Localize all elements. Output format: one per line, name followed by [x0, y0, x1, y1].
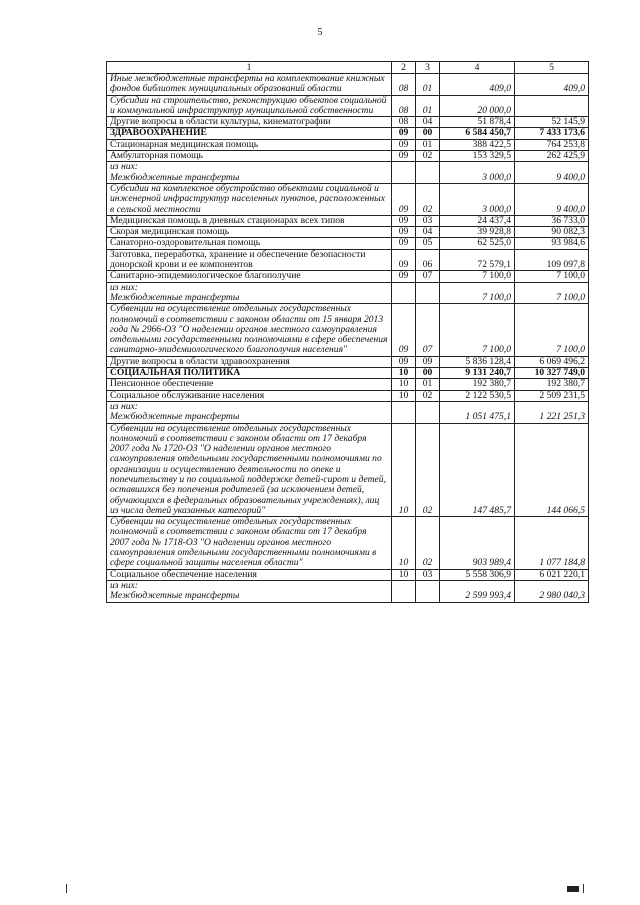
amount-column-5: 1 221 251,3: [515, 401, 589, 423]
amount-column-5: 262 425,9: [515, 151, 589, 162]
row-label: Стационарная медицинская помощь: [107, 139, 392, 150]
column-number-3: 3: [416, 62, 440, 74]
column-number-5: 5: [515, 62, 589, 74]
section-code: 08: [392, 74, 416, 96]
row-label: Субвенции на осуществление отдельных государственных полномочий в соответствии с законом области от 17 декабря 2007 года № 1720-ОЗ "О наделении органов местного самоуправления отдельными государственными полномочиями по организации и осуществлению деятельности по опеке и попечительству и по социальной поддержке детей-сирот и детей, оставшихся без попечения родителей (за исключением детей, обучающихся в федеральных образовательных учреждениях), лиц из числа детей указанных категорий": [107, 423, 392, 517]
row-label: Пенсионное обеспечение: [107, 379, 392, 390]
table-row: [107, 379, 589, 390]
column-number-2: 2: [392, 62, 416, 74]
amount-column-4: 147 485,7: [440, 423, 515, 517]
subsection-code: 01: [416, 74, 440, 96]
row-label: Субвенции на осуществление отдельных государственных полномочий в соответствии с законом области от 17 декабря 2007 года № 1718-ОЗ "О наделении органов местного самоуправления отдельными государственными полномочиями в сфере социальной защиты населения области": [107, 517, 392, 569]
row-label: из них: Межбюджетные трансферты: [107, 401, 392, 423]
amount-column-4: 388 422,5: [440, 139, 515, 150]
section-code: 09: [392, 304, 416, 356]
amount-column-4: 7 100,0: [440, 282, 515, 304]
subsection-code: 09: [416, 356, 440, 367]
amount-column-5: 93 984,6: [515, 238, 589, 249]
amount-column-4: 153 329,5: [440, 151, 515, 162]
row-label: ЗДРАВООХРАНЕНИЕ: [107, 128, 392, 139]
table-row: [107, 238, 589, 249]
amount-column-4: 903 989,4: [440, 517, 515, 569]
row-label: Другие вопросы в области здравоохранения: [107, 356, 392, 367]
amount-column-4: 7 100,0: [440, 271, 515, 282]
subsection-code: [416, 401, 440, 423]
amount-column-5: 144 066,5: [515, 423, 589, 517]
amount-column-4: 409,0: [440, 74, 515, 96]
subsection-code: 01: [416, 379, 440, 390]
table-row: [107, 227, 589, 238]
row-label: Социальное обслуживание населения: [107, 390, 392, 401]
amount-column-4: 3 000,0: [440, 162, 515, 184]
amount-column-5: 2 509 231,5: [515, 390, 589, 401]
page-number: 5: [317, 27, 323, 38]
row-label: Скорая медицинская помощь: [107, 227, 392, 238]
subsection-code: 01: [416, 95, 440, 117]
row-label: Субсидии на комплексное обустройство объектами социальной и инженерной инфраструктур населенных пунктов, расположенных в сельской местности: [107, 183, 392, 215]
table-row: [107, 128, 589, 139]
amount-column-4: 6 584 450,7: [440, 128, 515, 139]
amount-column-5: 192 380,7: [515, 379, 589, 390]
subsection-code: 02: [416, 517, 440, 569]
scan-edge-mark-right: [583, 884, 584, 893]
row-label: Медицинская помощь в дневных стационарах всех типов: [107, 215, 392, 226]
row-label: Субвенции на осуществление отдельных государственных полномочий в соответствии с законом области от 15 января 2013 года № 2966-ОЗ "О наделении органов местного самоуправления отдельными государственными полномочиями в сфере обеспечения санитарно-эпидемиологического благополучия населения": [107, 304, 392, 356]
amount-column-4: 2 599 993,4: [440, 580, 515, 602]
amount-column-4: 2 122 530,5: [440, 390, 515, 401]
section-code: 10: [392, 379, 416, 390]
subsection-code: 03: [416, 569, 440, 580]
amount-column-5: 7 100,0: [515, 304, 589, 356]
subsection-code: 07: [416, 271, 440, 282]
section-code: 09: [392, 215, 416, 226]
subsection-code: 00: [416, 368, 440, 379]
row-label: Социальное обеспечение населения: [107, 569, 392, 580]
row-label: Санитарно-эпидемиологическое благополучие: [107, 271, 392, 282]
column-number-4: 4: [440, 62, 515, 74]
amount-column-4: 5 558 306,9: [440, 569, 515, 580]
table-row: [107, 162, 589, 184]
amount-column-5: 409,0: [515, 74, 589, 96]
subsection-code: 02: [416, 151, 440, 162]
table-row: [107, 569, 589, 580]
amount-column-5: 6 069 496,2: [515, 356, 589, 367]
subsection-code: [416, 162, 440, 184]
section-code: 10: [392, 423, 416, 517]
amount-column-5: 2 980 040,3: [515, 580, 589, 602]
table-row: [107, 580, 589, 602]
section-code: 09: [392, 183, 416, 215]
table-row: [107, 401, 589, 423]
table-row: [107, 271, 589, 282]
subsection-code: 02: [416, 183, 440, 215]
amount-column-4: 7 100,0: [440, 304, 515, 356]
row-label: Другие вопросы в области культуры, кинематографии: [107, 117, 392, 128]
row-label: Иные межбюджетные трансферты на комплектование книжных фондов библиотек муниципальных образований области: [107, 74, 392, 96]
row-label: СОЦИАЛЬНАЯ ПОЛИТИКА: [107, 368, 392, 379]
row-label: Санаторно-оздоровительная помощь: [107, 238, 392, 249]
subsection-code: 02: [416, 423, 440, 517]
amount-column-5: 9 400,0: [515, 162, 589, 184]
row-label: из них: Межбюджетные трансферты: [107, 162, 392, 184]
scan-edge-mark-left: [66, 884, 67, 893]
row-label: Заготовка, переработка, хранение и обеспечение безопасности донорской крови и ее компонентов: [107, 249, 392, 271]
amount-column-4: 62 525,0: [440, 238, 515, 249]
table-row: [107, 139, 589, 150]
amount-column-5: 36 733,0: [515, 215, 589, 226]
section-code: [392, 282, 416, 304]
scan-barcode-mark: [567, 886, 579, 892]
subsection-code: 04: [416, 117, 440, 128]
table-row: [107, 517, 589, 569]
amount-column-5: 7 100,0: [515, 271, 589, 282]
amount-column-4: 20 000,0: [440, 95, 515, 117]
row-label: из них: Межбюджетные трансферты: [107, 580, 392, 602]
table-row: [107, 390, 589, 401]
amount-column-5: 52 145,9: [515, 117, 589, 128]
subsection-code: 05: [416, 238, 440, 249]
subsection-code: 01: [416, 139, 440, 150]
table-row: [107, 215, 589, 226]
section-code: 09: [392, 271, 416, 282]
amount-column-5: 764 253,8: [515, 139, 589, 150]
section-code: 08: [392, 95, 416, 117]
table-row: [107, 151, 589, 162]
amount-column-5: 6 021 220,1: [515, 569, 589, 580]
section-code: 09: [392, 151, 416, 162]
column-number-1: 1: [107, 62, 392, 74]
section-code: 09: [392, 128, 416, 139]
section-code: 09: [392, 238, 416, 249]
table-row: [107, 183, 589, 215]
amount-column-5: 90 082,3: [515, 227, 589, 238]
section-code: 09: [392, 356, 416, 367]
subsection-code: 06: [416, 249, 440, 271]
amount-column-5: 10 327 749,0: [515, 368, 589, 379]
amount-column-4: 9 131 240,7: [440, 368, 515, 379]
table-row: [107, 423, 589, 517]
subsection-code: 07: [416, 304, 440, 356]
table-row: [107, 74, 589, 96]
subsection-code: [416, 580, 440, 602]
subsection-code: 04: [416, 227, 440, 238]
section-code: 10: [392, 517, 416, 569]
section-code: [392, 580, 416, 602]
subsection-code: [416, 282, 440, 304]
amount-column-4: 5 836 128,4: [440, 356, 515, 367]
amount-column-4: 51 878,4: [440, 117, 515, 128]
table-row: [107, 356, 589, 367]
table-row: [107, 304, 589, 356]
table-row: [107, 249, 589, 271]
table-row: [107, 117, 589, 128]
table-row: [107, 282, 589, 304]
amount-column-4: 3 000,0: [440, 183, 515, 215]
subsection-code: 02: [416, 390, 440, 401]
budget-table: [106, 61, 589, 603]
section-code: 10: [392, 368, 416, 379]
amount-column-4: 72 579,1: [440, 249, 515, 271]
amount-column-4: 1 051 475,1: [440, 401, 515, 423]
amount-column-5: 1 077 184,8: [515, 517, 589, 569]
amount-column-4: 24 437,4: [440, 215, 515, 226]
section-code: 09: [392, 227, 416, 238]
amount-column-4: 39 928,8: [440, 227, 515, 238]
table-header-row: [107, 62, 589, 74]
amount-column-5: 7 100,0: [515, 282, 589, 304]
subsection-code: 03: [416, 215, 440, 226]
section-code: 10: [392, 569, 416, 580]
table-row: [107, 368, 589, 379]
amount-column-5: [515, 95, 589, 117]
amount-column-5: 9 400,0: [515, 183, 589, 215]
amount-column-5: 7 433 173,6: [515, 128, 589, 139]
amount-column-4: 192 380,7: [440, 379, 515, 390]
section-code: 09: [392, 139, 416, 150]
subsection-code: 00: [416, 128, 440, 139]
section-code: 09: [392, 249, 416, 271]
table-row: [107, 95, 589, 117]
row-label: из них: Межбюджетные трансферты: [107, 282, 392, 304]
row-label: Амбулаторная помощь: [107, 151, 392, 162]
section-code: 08: [392, 117, 416, 128]
section-code: 10: [392, 390, 416, 401]
amount-column-5: 109 097,8: [515, 249, 589, 271]
row-label: Субсидии на строительство, реконструкцию объектов социальной и коммунальной инфраструктур муниципальной собственности: [107, 95, 392, 117]
section-code: [392, 401, 416, 423]
section-code: [392, 162, 416, 184]
